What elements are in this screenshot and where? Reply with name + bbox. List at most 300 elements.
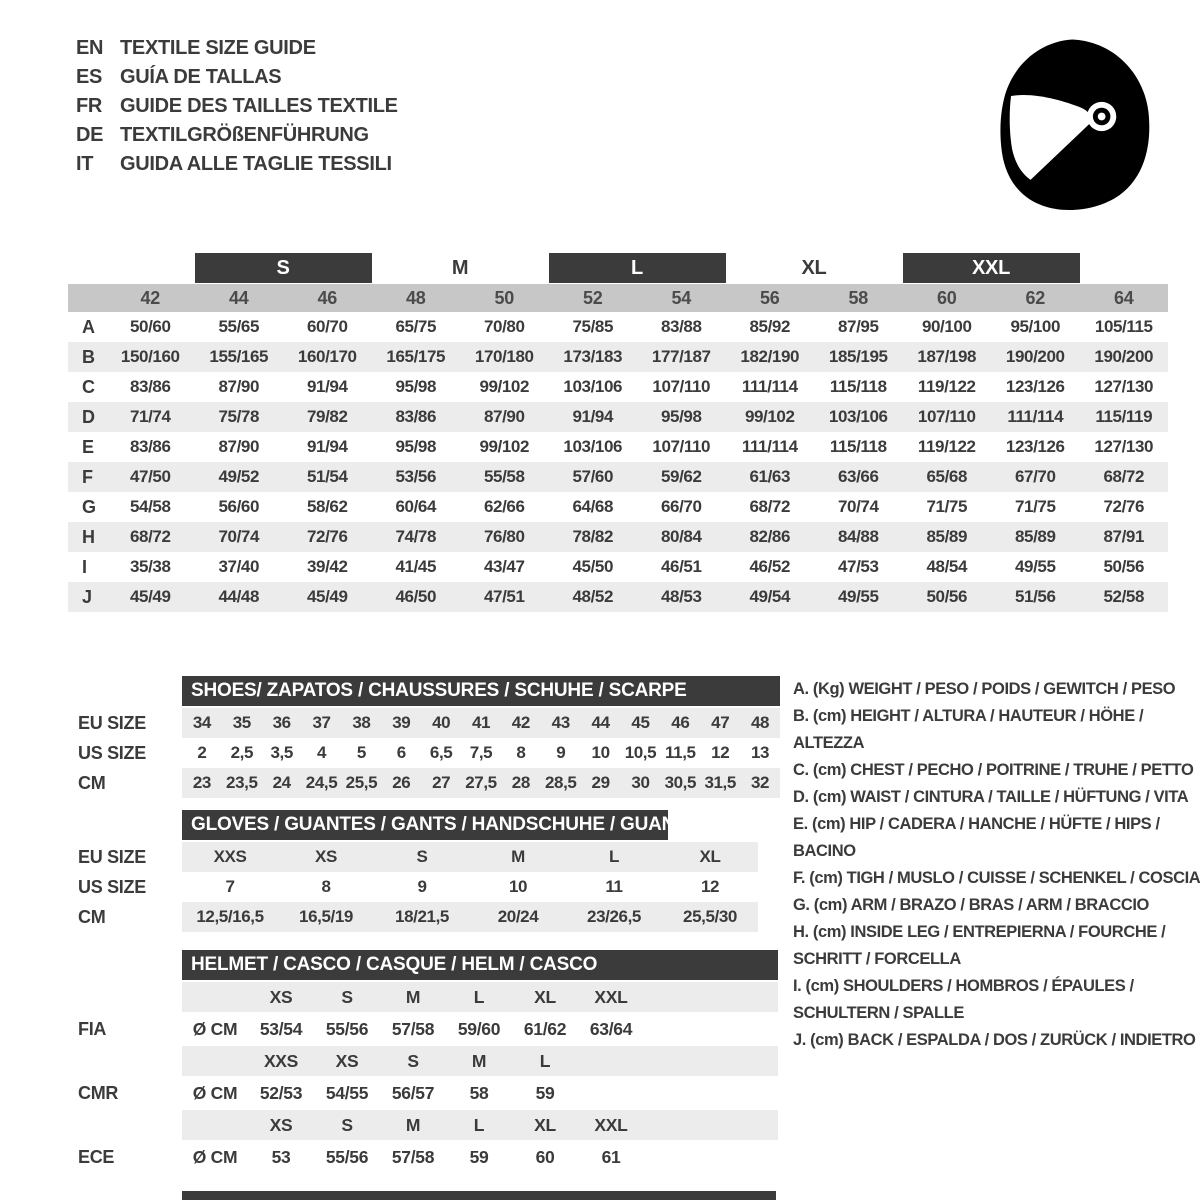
legend-item-g: G. (cm) ARM / BRAZO / BRAS / ARM / BRACCIO (793, 896, 1149, 914)
gloves-value: L (609, 847, 619, 866)
size-value: 46/50 (395, 587, 437, 606)
helmet-rows (68, 982, 780, 1172)
helmet-size-header-cmr (68, 1046, 780, 1076)
size-value: 68/72 (1103, 467, 1145, 486)
helmet-size-value: 52/53 (259, 1082, 303, 1103)
size-value: 52/58 (1103, 587, 1145, 606)
size-value: 71/75 (926, 497, 968, 516)
shoes-table (68, 676, 780, 798)
size-value: 47/51 (483, 587, 525, 606)
size-value: 111/114 (741, 377, 798, 396)
size-value: 75/78 (218, 407, 260, 426)
shoes-value: 43 (551, 713, 570, 732)
gloves-value: 12,5/16,5 (196, 907, 264, 926)
shoes-rows (68, 708, 780, 798)
size-group-s: S (195, 253, 372, 283)
helmet-size-label: XXS (263, 1050, 299, 1071)
racing-helmet-icon (972, 22, 1167, 212)
helmet-size-label: M (405, 1114, 421, 1135)
shoes-value: 23 (192, 773, 211, 792)
size-value: 51/56 (1014, 587, 1056, 606)
gloves-title: GLOVES / GUANTES / GANTS / HANDSCHUHE / GUANTI (191, 814, 692, 835)
scale-label: EU SIZE (78, 846, 146, 867)
helmet-table (68, 950, 780, 1172)
size-value: 107/110 (652, 437, 711, 456)
gloves-row-eu-size (68, 842, 780, 872)
gloves-value: 16,5/19 (299, 907, 353, 926)
row-label: E (82, 436, 95, 457)
row-label: H (82, 526, 95, 547)
helmet-size-label: L (473, 986, 485, 1007)
gloves-title-bar (182, 810, 692, 840)
helmet-size-label: M (471, 1050, 487, 1071)
language-title: GUIDE DES TAILLES TEXTILE (120, 95, 398, 117)
shoes-value: 5 (356, 743, 366, 762)
size-value: 111/114 (1007, 407, 1064, 426)
size-column-header: 52 (583, 287, 603, 308)
size-value: 72/76 (1103, 497, 1145, 516)
helmet-size-header-ece (68, 1110, 780, 1140)
size-value: 59/62 (660, 467, 702, 486)
size-value: 83/86 (129, 377, 171, 396)
shoes-value: 13 (751, 743, 770, 762)
shoes-value: 6 (396, 743, 406, 762)
size-value: 99/102 (479, 377, 530, 396)
helmet-value-band (182, 1014, 778, 1044)
standard-label: CMR (78, 1082, 119, 1103)
language-row-fr (76, 92, 398, 121)
size-value: 68/72 (129, 527, 171, 546)
helmet-size-value: 56/57 (391, 1082, 435, 1103)
size-value: 91/94 (572, 407, 614, 426)
size-value: 85/89 (1014, 527, 1056, 546)
shoes-value: 26 (392, 773, 411, 792)
helmet-size-value: 60 (535, 1146, 555, 1167)
legend-item-j: J. (cm) BACK / ESPALDA / DOS / ZURÜCK / INDIETRO (793, 1031, 1196, 1049)
language-row-de (76, 121, 398, 150)
size-value: 41/45 (395, 557, 437, 576)
size-value: 87/90 (218, 377, 260, 396)
size-value: 87/90 (218, 437, 260, 456)
legend-item-b: B. (cm) HEIGHT / ALTURA / HAUTEUR / HÖHE / ALTEZZA (793, 707, 1144, 752)
textile-row-f (68, 462, 1168, 492)
shoes-row-cm (68, 768, 780, 798)
size-value: 48/53 (660, 587, 702, 606)
size-value: 35/38 (129, 557, 171, 576)
size-value: 127/130 (1094, 377, 1154, 396)
shoes-value: 38 (352, 713, 371, 732)
shoes-value: 24,5 (305, 773, 338, 792)
size-column-header: 44 (229, 287, 249, 308)
size-value: 64/68 (572, 497, 614, 516)
helmet-size-value: 53 (271, 1146, 291, 1167)
size-value: 78/82 (572, 527, 614, 546)
size-value: 45/49 (306, 587, 348, 606)
gloves-values (182, 902, 758, 932)
gloves-value: 12 (700, 877, 720, 896)
size-value: 83/88 (660, 317, 702, 336)
size-value: 95/100 (1010, 317, 1061, 336)
size-value: 187/198 (917, 347, 977, 366)
size-value: 70/74 (837, 497, 879, 516)
gloves-value: 25,5/30 (683, 907, 737, 926)
size-value: 71/74 (129, 407, 171, 426)
scale-label: US SIZE (78, 742, 146, 763)
size-column-header: 54 (671, 287, 691, 308)
size-value: 123/126 (1005, 437, 1065, 456)
language-code: IT (76, 153, 94, 175)
gloves-row-cm (68, 902, 780, 932)
helmet-size-band (182, 982, 778, 1012)
size-value: 87/90 (483, 407, 525, 426)
helmet-size-label: M (405, 986, 421, 1007)
language-code: DE (76, 124, 104, 146)
size-value: 50/60 (129, 317, 171, 336)
helmet-size-value: 61 (601, 1146, 621, 1167)
size-value: 123/126 (1005, 377, 1065, 396)
size-value: 90/100 (921, 317, 972, 336)
gloves-row-us-size (68, 872, 780, 902)
row-label: I (82, 556, 88, 577)
helmet-size-label: S (407, 1050, 419, 1071)
helmet-size-label: XS (269, 1114, 293, 1135)
shoes-row-eu-size (68, 708, 780, 738)
size-value: 55/65 (218, 317, 260, 336)
shoes-value: 40 (432, 713, 451, 732)
size-value: 67/70 (1014, 467, 1056, 486)
size-group-band (68, 253, 1168, 283)
legend-item-i: I. (cm) SHOULDERS / HOMBROS / ÉPAULES / SCHULTERN / SPALLE (793, 977, 1134, 1022)
helmet-size-value: 57/58 (391, 1146, 435, 1167)
size-value: 61/63 (749, 467, 791, 486)
shoes-value: 6,5 (429, 743, 453, 762)
gloves-table (68, 810, 780, 932)
row-label: F (82, 466, 93, 487)
size-value: 48/52 (572, 587, 614, 606)
size-value: 46/51 (660, 557, 702, 576)
row-label: G (82, 496, 97, 517)
scale-label: EU SIZE (78, 712, 146, 733)
helmet-row-ece (68, 1142, 780, 1172)
size-value: 48/54 (926, 557, 968, 576)
gloves-value: 11 (605, 877, 623, 896)
size-value: 107/110 (652, 377, 711, 396)
cropped-bottom-bar (182, 1191, 776, 1200)
size-value: 95/98 (395, 437, 437, 456)
size-value: 44/48 (218, 587, 260, 606)
size-value: 74/78 (395, 527, 437, 546)
size-column-header: 56 (760, 287, 780, 308)
gloves-value: 20/24 (497, 907, 539, 926)
size-value: 103/106 (828, 407, 888, 426)
size-value: 75/85 (572, 317, 614, 336)
size-value: 165/175 (386, 347, 446, 366)
helmet-size-label: XL (534, 1114, 556, 1135)
size-value: 85/92 (749, 317, 791, 336)
size-value: 63/66 (837, 467, 879, 486)
helmet-size-label: L (473, 1114, 485, 1135)
size-value: 103/106 (563, 377, 623, 396)
diameter-unit: Ø CM (192, 1082, 238, 1103)
shoes-value: 41 (471, 713, 491, 732)
diameter-unit: Ø CM (192, 1146, 238, 1167)
shoes-value: 34 (192, 713, 211, 732)
shoes-value: 27 (432, 773, 451, 792)
textile-row-h (68, 522, 1168, 552)
size-value: 45/50 (572, 557, 614, 576)
gloves-values (182, 842, 758, 872)
size-value: 79/82 (306, 407, 348, 426)
size-value: 84/88 (837, 527, 879, 546)
helmet-size-value: 59 (469, 1146, 489, 1167)
shoes-value: 45 (631, 713, 650, 732)
gloves-value: M (511, 847, 525, 866)
helmet-size-header-fia (68, 982, 780, 1012)
size-value: 60/70 (306, 317, 348, 336)
gloves-value: S (416, 847, 428, 866)
legend-item-h: H. (cm) INSIDE LEG / ENTREPIERNA / FOURCHE / SCHRITT / FORCELLA (793, 923, 1166, 968)
helmet-size-label: L (539, 1050, 551, 1071)
gloves-value: 10 (508, 877, 528, 896)
size-value: 155/165 (209, 347, 269, 366)
size-value: 70/80 (483, 317, 525, 336)
size-value: 182/190 (740, 347, 800, 366)
size-value: 46/52 (749, 557, 791, 576)
size-value: 190/200 (1094, 347, 1154, 366)
size-value: 39/42 (306, 557, 348, 576)
size-value: 66/70 (660, 497, 702, 516)
shoes-value: 47 (711, 713, 730, 732)
size-value: 76/80 (483, 527, 525, 546)
helmet-size-label: S (341, 1114, 353, 1135)
diameter-unit: Ø CM (192, 1018, 238, 1039)
gloves-value: 7 (225, 877, 235, 896)
size-value: 170/180 (474, 347, 534, 366)
size-value: 57/60 (572, 467, 614, 486)
size-value: 91/94 (306, 377, 348, 396)
shoes-value: 11,5 (665, 743, 696, 762)
language-title: TEXTILGRÖßENFÜHRUNG (120, 124, 369, 146)
textile-row-e (68, 432, 1168, 462)
shoes-value: 46 (671, 713, 690, 732)
language-title: TEXTILE SIZE GUIDE (120, 37, 316, 59)
size-value: 60/64 (395, 497, 437, 516)
shoes-value: 48 (751, 713, 770, 732)
gloves-value: XL (699, 847, 721, 866)
helmet-title: HELMET / CASCO / CASQUE / HELM / CASCO (191, 954, 598, 975)
shoes-title-bar (182, 676, 780, 706)
shoes-value: 10,5 (624, 743, 657, 762)
helmet-size-label: XXL (594, 1114, 628, 1135)
size-value: 127/130 (1094, 437, 1154, 456)
size-value: 70/74 (218, 527, 260, 546)
size-value: 68/72 (749, 497, 791, 516)
helmet-row-cmr (68, 1078, 780, 1108)
shoes-value: 44 (591, 713, 610, 732)
language-code: FR (76, 95, 103, 117)
textile-row-d (68, 402, 1168, 432)
scale-label: CM (78, 772, 106, 793)
shoes-value: 2,5 (230, 743, 253, 762)
helmet-size-value: 58 (469, 1082, 489, 1103)
gloves-value: 18/21,5 (395, 907, 449, 926)
size-column-header: 58 (848, 287, 868, 308)
size-value: 87/91 (1103, 527, 1145, 546)
size-value: 103/106 (563, 437, 623, 456)
shoes-value: 30 (631, 773, 650, 792)
size-value: 49/55 (1014, 557, 1056, 576)
shoes-value: 8 (516, 743, 526, 762)
size-value: 37/40 (218, 557, 260, 576)
size-value: 47/53 (837, 557, 879, 576)
textile-rows (68, 312, 1168, 612)
textile-size-table (68, 253, 1168, 612)
textile-row-j (68, 582, 1168, 612)
size-value: 105/115 (1094, 317, 1153, 336)
size-number-band (68, 284, 1168, 312)
shoes-value: 31,5 (704, 773, 736, 792)
size-value: 82/86 (749, 527, 791, 546)
language-row-en (76, 34, 398, 63)
size-value: 173/183 (563, 347, 623, 366)
scale-label: US SIZE (78, 876, 146, 897)
size-group-l: L (549, 253, 726, 283)
size-value: 115/118 (829, 377, 887, 396)
gloves-value: XS (315, 847, 337, 866)
shoes-values (182, 738, 780, 768)
helmet-size-band (182, 1110, 778, 1140)
size-value: 95/98 (395, 377, 437, 396)
shoes-value: 3,5 (270, 743, 293, 762)
size-value: 53/56 (395, 467, 437, 486)
size-value: 99/102 (479, 437, 530, 456)
size-column-header: 64 (1114, 287, 1134, 308)
size-value: 160/170 (297, 347, 357, 366)
helmet-size-value: 55/56 (325, 1018, 369, 1039)
gloves-values (182, 872, 758, 902)
size-value: 72/76 (306, 527, 348, 546)
shoes-value: 9 (556, 743, 566, 762)
shoes-value: 25,5 (345, 773, 378, 792)
size-value: 107/110 (917, 407, 976, 426)
row-label: C (82, 376, 95, 397)
size-value: 83/86 (395, 407, 437, 426)
size-value: 119/122 (917, 437, 976, 456)
size-value: 83/86 (129, 437, 171, 456)
language-code: ES (76, 66, 103, 88)
shoes-value: 2 (197, 743, 207, 762)
gloves-value: 23/26,5 (587, 907, 641, 926)
size-value: 91/94 (306, 437, 348, 456)
size-value: 95/98 (660, 407, 702, 426)
gloves-value: XXS (213, 847, 247, 866)
size-column-header: 60 (937, 287, 957, 308)
shoes-row-us-size (68, 738, 780, 768)
shoes-value: 29 (591, 773, 610, 792)
legend-item-f: F. (cm) TIGH / MUSLO / CUISSE / SCHENKEL / COSCIA (793, 869, 1200, 887)
language-title: GUIDA ALLE TAGLIE TESSILI (120, 153, 392, 175)
size-group-xxl: XXL (903, 253, 1080, 283)
language-list (76, 34, 398, 179)
helmet-size-label: XXL (594, 986, 628, 1007)
shoes-value: 37 (312, 713, 331, 732)
helmet-row-fia (68, 1014, 780, 1044)
size-value: 65/75 (395, 317, 437, 336)
legend-item-e: E. (cm) HIP / CADERA / HANCHE / HÜFTE / HIPS / BACINO (793, 815, 1160, 860)
shoes-value: 12 (711, 743, 730, 762)
size-group-xl: XL (801, 256, 827, 279)
legend-item-d: D. (cm) WAIST / CINTURA / TAILLE / HÜFTUNG / VITA (793, 788, 1189, 806)
helmet-size-value: 53/54 (259, 1018, 303, 1039)
textile-row-c (68, 372, 1168, 402)
shoes-value: 28 (511, 773, 530, 792)
gloves-rows (68, 842, 780, 932)
size-value: 111/114 (741, 437, 798, 456)
shoes-value: 4 (316, 743, 327, 762)
shoes-value: 24 (272, 773, 291, 792)
size-value: 50/56 (926, 587, 968, 606)
textile-row-i (68, 552, 1168, 582)
helmet-size-value: 59 (535, 1082, 555, 1103)
size-value: 49/54 (749, 587, 791, 606)
shoes-value: 10 (591, 743, 610, 762)
size-value: 45/49 (129, 587, 171, 606)
size-value: 115/118 (829, 437, 887, 456)
size-value: 119/122 (917, 377, 976, 396)
textile-row-g (68, 492, 1168, 522)
size-value: 115/119 (1095, 407, 1153, 426)
size-value: 54/58 (129, 497, 171, 516)
shoes-value: 30,5 (664, 773, 697, 792)
gloves-value: 8 (321, 877, 331, 896)
size-group-m: M (451, 256, 469, 279)
size-value: 62/66 (483, 497, 525, 516)
size-value: 85/89 (926, 527, 968, 546)
size-value: 190/200 (1005, 347, 1065, 366)
measurement-legend (793, 676, 1200, 1054)
language-code: EN (76, 37, 104, 59)
gloves-value: 9 (417, 877, 427, 896)
helmet-size-label: XS (269, 986, 293, 1007)
row-label: B (82, 346, 95, 367)
size-value: 43/47 (483, 557, 525, 576)
shoes-values (182, 708, 780, 738)
shoes-value: 35 (232, 713, 251, 732)
size-value: 49/55 (837, 587, 879, 606)
shoes-value: 7,5 (469, 743, 493, 762)
size-column-header: 46 (317, 287, 337, 308)
shoes-value: 36 (272, 713, 291, 732)
shoes-value: 23,5 (226, 773, 258, 792)
size-column-header: 42 (140, 287, 160, 308)
language-title: GUÍA DE TALLAS (120, 66, 282, 88)
textile-row-a (68, 312, 1168, 342)
size-value: 71/75 (1014, 497, 1056, 516)
legend-item-a: A. (Kg) WEIGHT / PESO / POIDS / GEWITCH / PESO (793, 680, 1176, 698)
helmet-title-bar (182, 950, 778, 980)
helmet-value-band (182, 1078, 778, 1108)
size-value: 65/68 (926, 467, 968, 486)
helmet-size-value: 55/56 (325, 1146, 369, 1167)
row-label: D (82, 406, 95, 427)
textile-row-b (68, 342, 1168, 372)
row-label: J (82, 586, 93, 607)
size-value: 177/187 (651, 347, 711, 366)
size-value: 58/62 (306, 497, 348, 516)
standard-label: FIA (78, 1018, 107, 1039)
shoes-title: SHOES/ ZAPATOS / CHAUSSURES / SCHUHE / SCARPE (191, 680, 687, 701)
language-row-it (76, 150, 398, 179)
